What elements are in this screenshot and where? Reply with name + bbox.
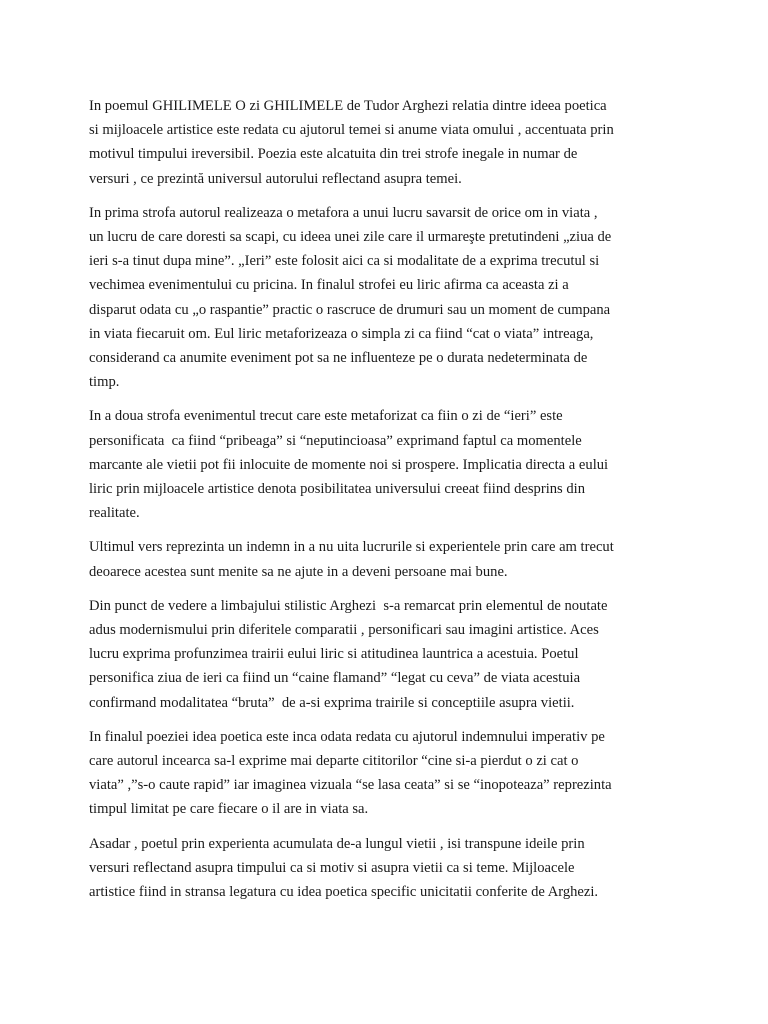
text-line: In a doua strofa evenimentul trecut care este metaforizat ca fiin o zi de “ieri” este xyxy=(89,408,563,425)
text-line: In finalul poeziei idea poetica este inca odata redata cu ajutorul indemnului imperativ pe xyxy=(89,728,605,745)
text-line: Asadar , poetul prin experienta acumulata de-a lungul vietii , isi transpune ideile prin xyxy=(89,835,585,852)
paragraph-1 xyxy=(89,94,679,191)
text-line: lucru exprima profunzimea trairii eului liric si atitudinea launtrica a acestuia. Poetul xyxy=(89,646,579,663)
paragraph-5 xyxy=(89,594,679,715)
text-line: Din punct de vedere a limbajului stilistic Arghezi s-a remarcat prin elementul de noutate xyxy=(89,597,608,614)
paragraph-7 xyxy=(89,832,679,905)
text-line: viata” ,”s-o caute rapid” iar imaginea vizuala “se lasa ceata” si se “inopoteaza” reprezinta xyxy=(89,777,612,794)
text-line: un lucru de care doresti sa scapi, cu ideea unei zile care il urmareşte pretutindeni „ziua de xyxy=(89,229,612,246)
text-line: ieri s-a tinut dupa mine”. „Ieri” este folosit aici ca si modalitate de a exprima trecutul si xyxy=(89,253,600,270)
text-line: si mijloacele artistice este redata cu ajutorul temei si anume viata omului , accentuata prin xyxy=(89,122,614,139)
text-line: timp. xyxy=(89,374,120,391)
text-line: adus modernismului prin diferitele comparatii , personificari sau imagini artistice. Aces xyxy=(89,622,599,639)
text-line: vechimea evenimentului cu pricina. In finalul strofei eu liric afirma ca aceasta zi a xyxy=(89,277,569,294)
document-body xyxy=(89,94,679,914)
text-line: confirmand modalitatea “bruta” de a-si exprima trairile si conceptiile asupra vietii. xyxy=(89,694,575,711)
text-line: motivul timpului ireversibil. Poezia este alcatuita din trei strofe inegale in numar de xyxy=(89,146,578,163)
text-line: considerand ca anumite eveniment pot sa ne influenteze pe o durata nedeterminata de xyxy=(89,350,588,367)
text-line: in viata fiecaruit om. Eul liric metaforizeaza o simpla zi ca fiind “cat o viata” intreaga, xyxy=(89,325,594,342)
text-line: In poemul GHILIMELE O zi GHILIMELE de Tudor Arghezi relatia dintre ideea poetica xyxy=(89,98,607,114)
text-line: artistice fiind in stransa legatura cu idea poetica specific unicitatii conferite de Arghezi. xyxy=(89,884,599,901)
text-line: In prima strofa autorul realizeaza o metafora a unui lucru savarsit de orice om in viata , xyxy=(89,204,598,221)
text-line: deoarece acestea sunt menite sa ne ajute in a deveni persoane mai bune. xyxy=(89,563,508,580)
text-line: marcante ale vietii pot fii inlocuite de momente noi si prospere. Implicatia directa a eului xyxy=(89,456,609,473)
text-line: realitate. xyxy=(89,505,140,522)
paragraph-3 xyxy=(89,404,679,525)
paragraph-6 xyxy=(89,725,679,822)
paragraph-2 xyxy=(89,201,679,395)
text-line: care autorul incearca sa-l exprime mai departe cititorilor “cine si-a pierdut o zi cat o xyxy=(89,753,579,770)
text-line: versuri reflectand asupra timpului ca si motiv si asupra vietii ca si teme. Mijloacele xyxy=(89,859,575,876)
text-line: Ultimul vers reprezinta un indemn in a nu uita lucrurile si experientele prin care am trecut xyxy=(89,539,614,556)
text-line: timpul limitat pe care fiecare o il are in viata sa. xyxy=(89,801,369,818)
text-line: personifica ziua de ieri ca fiind un “caine flamand” “legat cu ceva” de viata acestuia xyxy=(89,670,581,687)
paragraph-4 xyxy=(89,535,679,583)
text-line: versuri , ce prezintă universul autorului reflectand asupra temei. xyxy=(89,170,462,187)
text-line: personificata ca fiind “pribeaga” si “neputincioasa” exprimand faptul ca momentele xyxy=(89,432,582,449)
text-line: liric prin mijloacele artistice denota posibilitatea universului creeat fiind desprins din xyxy=(89,481,586,498)
text-line: disparut odata cu „o raspantie” practic o rascruce de drumuri sau un moment de cumpana xyxy=(89,301,611,318)
